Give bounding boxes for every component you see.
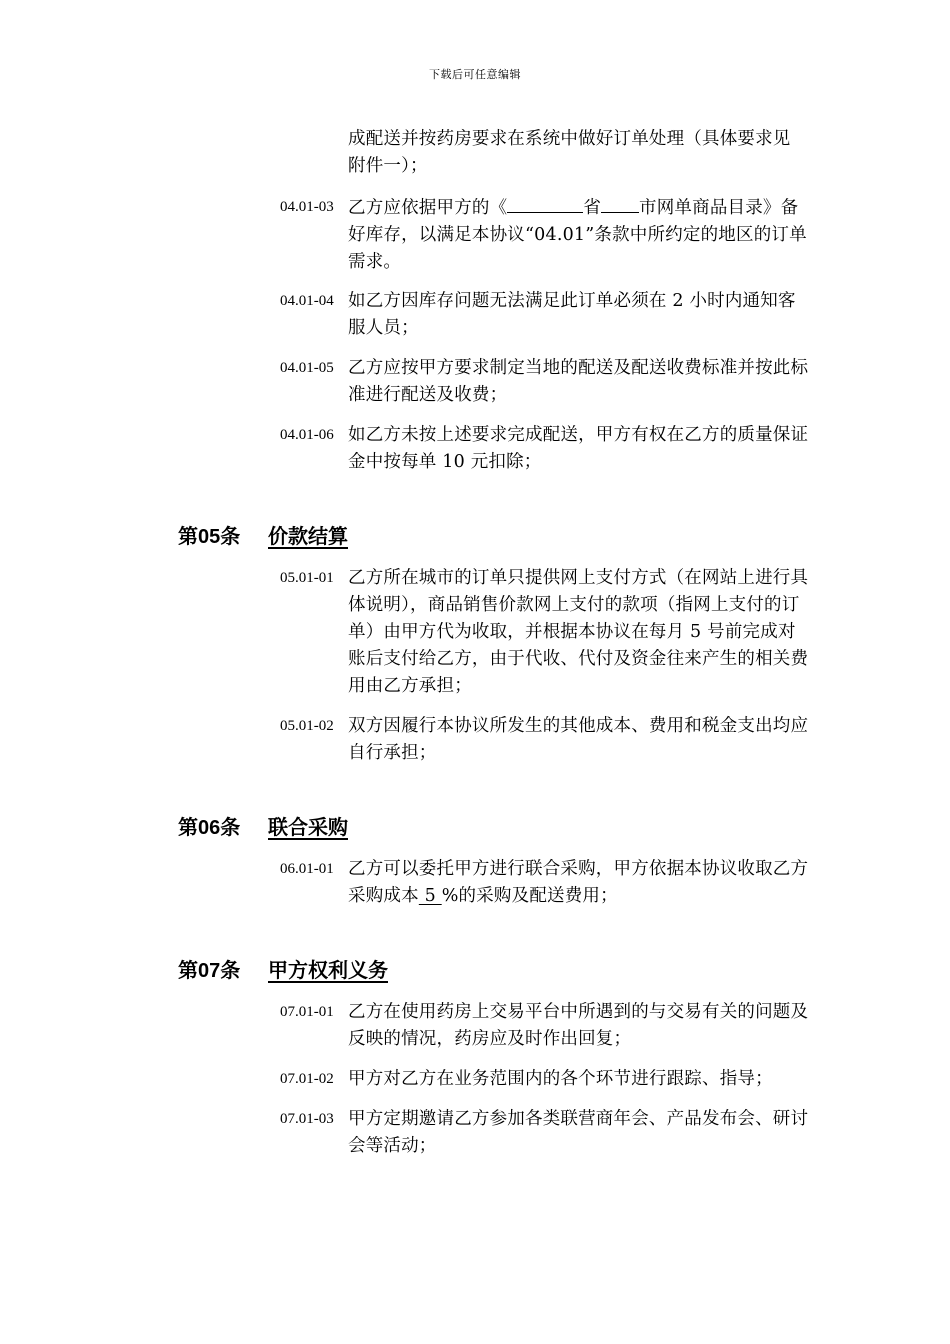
clause-04-01-04 xyxy=(280,288,810,342)
clause-body: 乙方应按甲方要求制定当地的配送及配送收费标准并按此标准进行配送及收费； xyxy=(348,358,809,405)
clause-04-01-06 xyxy=(280,422,810,476)
clause-number: 04.01-04 xyxy=(280,293,334,309)
clause-number: 07.01-03 xyxy=(280,1111,334,1127)
clause-text-part: 乙方应依据甲方的《 xyxy=(348,198,508,218)
clause-number: 05.01-02 xyxy=(280,718,334,734)
clause-body: 乙方在使用药房上交易平台中所遇到的与交易有关的问题及反映的情况，药房应及时作出回复； xyxy=(348,1002,809,1049)
clause-number: 04.01-03 xyxy=(280,199,334,215)
clause-body xyxy=(348,856,810,910)
clause-number: 04.01-06 xyxy=(280,427,334,443)
province-blank-field xyxy=(507,194,583,213)
clause-continuation-text: 成配送并按药房要求在系统中做好订单处理（具体要求见附件一）； xyxy=(348,129,791,176)
clause-body xyxy=(348,194,810,276)
section-heading-06 xyxy=(178,815,348,841)
clause-number: 07.01-01 xyxy=(280,1004,334,1020)
clause-04-01-03 xyxy=(280,194,810,276)
section-title: 价款结算 xyxy=(268,526,348,548)
section-heading-07 xyxy=(178,958,388,984)
section-number: 第06条 xyxy=(178,817,241,839)
clause-07-01-03 xyxy=(280,1106,810,1160)
clause-text-part: 乙方可以委托甲方进行联合采购，甲方依据本协议收取乙方采购成本 xyxy=(348,859,809,906)
clause-text-part: 市网单商品目录》备好库存，以满足本协议“04.01”条款中所约定的地区的订单需求。 xyxy=(348,198,807,272)
clause-body: 如乙方因库存问题无法满足此订单必须在 2 小时内通知客服人员； xyxy=(348,291,796,338)
page-header-note: 下载后可任意编辑 xyxy=(429,68,521,81)
section-number: 第07条 xyxy=(178,960,241,982)
section-title: 甲方权利义务 xyxy=(268,960,388,982)
city-blank-field xyxy=(601,194,639,213)
clause-body: 甲方对乙方在业务范围内的各个环节进行跟踪、指导； xyxy=(348,1069,773,1089)
clause-07-01-02 xyxy=(280,1066,810,1093)
clause-05-01-02 xyxy=(280,713,810,767)
clause-number: 07.01-02 xyxy=(280,1071,334,1087)
clause-text-part: 省 xyxy=(583,198,602,218)
section-title: 联合采购 xyxy=(268,817,348,839)
clause-text-part: %的采购及配送费用； xyxy=(441,886,618,906)
clause-number: 04.01-05 xyxy=(280,360,334,376)
clause-body: 双方因履行本协议所发生的其他成本、费用和税金支出均应自行承担； xyxy=(348,716,809,763)
clause-number: 05.01-01 xyxy=(280,570,334,586)
clause-body: 甲方定期邀请乙方参加各类联营商年会、产品发布会、研讨会等活动； xyxy=(348,1109,809,1156)
clause-body: 乙方所在城市的订单只提供网上支付方式（在网站上进行具体说明），商品销售价款网上支付的款项（指网上支付的订单）由甲方代为收取，并根据本协议在每月 5 号前完成对账后支付给乙方，由于代收、代付及资金往来产生的相关费用由乙方承担； xyxy=(348,568,809,696)
clause-number: 06.01-01 xyxy=(280,861,334,877)
clause-06-01-01 xyxy=(280,856,810,910)
clause-04-01-05 xyxy=(280,355,810,409)
clause-05-01-01 xyxy=(280,565,810,700)
fee-percentage-value: 5 xyxy=(418,886,442,906)
section-heading-05 xyxy=(178,524,348,550)
section-number: 第05条 xyxy=(178,526,241,548)
clause-body: 如乙方未按上述要求完成配送，甲方有权在乙方的质量保证金中按每单 10 元扣除； xyxy=(348,425,809,472)
clause-07-01-01 xyxy=(280,999,810,1053)
